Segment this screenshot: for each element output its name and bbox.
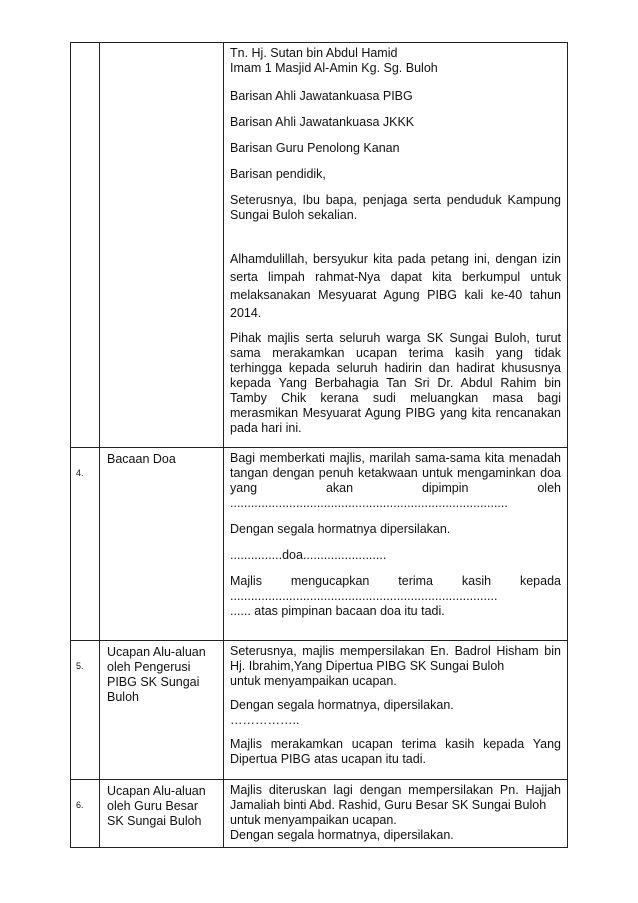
paragraph: Barisan pendidik,: [230, 167, 326, 181]
paragraph: Barisan Guru Penolong Kanan: [230, 141, 400, 155]
paragraph: Alhamdulillah, bersyukur kita pada petang ini, dengan izin serta limpah rahmat-Nya dapat kita berkumpul untuk melaksanakan Mesyuarat Agung PIBG kali ke-40 tahun 2014.: [230, 252, 561, 320]
row-description: [224, 448, 568, 641]
paragraph: ...... atas pimpinan bacaan doa itu tadi.: [230, 604, 445, 618]
row-number: [71, 43, 100, 448]
paragraph: Tn. Hj. Sutan bin Abdul Hamid: [230, 46, 398, 60]
paragraph: Dengan segala hormatnya dipersilakan.: [230, 522, 451, 536]
row-item: Ucapan Alu-aluan oleh Pengerusi PIBG SK Sungai Buloh: [100, 641, 224, 780]
row-number: 6.: [71, 780, 100, 848]
table-row: [71, 43, 568, 448]
row-description: [224, 43, 568, 448]
row-number: 4.: [71, 448, 100, 641]
paragraph: untuk menyampaikan ucapan.: [230, 674, 397, 688]
paragraph: Majlis merakamkan ucapan terima kasih kepada Yang Dipertua PIBG atas ucapan itu tadi.: [230, 737, 561, 766]
paragraph: Majlis diteruskan lagi dengan mempersilakan Pn. Hajjah Jamaliah binti Abd. Rashid, Guru Besar SK Sungai Buloh: [230, 783, 561, 812]
paragraph: Seterusnya, Ibu bapa, penjaga serta penduduk Kampung Sungai Buloh sekalian.: [230, 193, 561, 222]
paragraph: Barisan Ahli Jawatankuasa PIBG: [230, 89, 413, 103]
paragraph: ...............doa........................: [230, 548, 387, 562]
paragraph: Barisan Ahli Jawatankuasa JKKK: [230, 115, 415, 129]
row-description: [224, 780, 568, 848]
row-description: [224, 641, 568, 780]
table-row: [71, 448, 568, 641]
table-row: [71, 641, 568, 780]
row-item: Ucapan Alu-aluan oleh Guru Besar SK Sungai Buloh: [100, 780, 224, 848]
paragraph: ……………..: [230, 713, 300, 727]
table-row: [71, 780, 568, 848]
agenda-table: [70, 42, 568, 848]
paragraph: Dengan segala hormatnya, dipersilakan.: [230, 698, 454, 712]
row-item: Bacaan Doa: [100, 448, 224, 641]
row-item: [100, 43, 224, 448]
paragraph: untuk menyampaikan ucapan.: [230, 813, 397, 827]
paragraph: Pihak majlis serta seluruh warga SK Sungai Buloh, turut sama merakamkan ucapan terima kasih yang tidak terhingga kepada seluruh hadirin dan hadirat khususnya kepada Yang Berbahagia Tan Sri Dr. Abdul Rahim bin Tamby Chik kerana sudi meluangkan masa bagi merasmikan Mesyuarat Agung PIBG yang kita rencanakan pada hari ini.: [230, 331, 561, 435]
paragraph: Bagi memberkati majlis, marilah sama-sama kita menadah tangan dengan penuh ketakwaan untuk mengaminkan doa yang akan dipimpin oleh ................................................................................: [230, 451, 561, 510]
paragraph: Imam 1 Masjid Al-Amin Kg. Sg. Buloh: [230, 61, 438, 75]
row-number: 5.: [71, 641, 100, 780]
paragraph: Seterusnya, majlis mempersilakan En. Badrol Hisham bin Hj. Ibrahim,Yang Dipertua PIBG SK Sungai Buloh: [230, 644, 561, 673]
paragraph: Majlis mengucapkan terima kasih kepada .............................................................................: [230, 574, 561, 603]
paragraph: Dengan segala hormatnya, dipersilakan.: [230, 828, 454, 842]
